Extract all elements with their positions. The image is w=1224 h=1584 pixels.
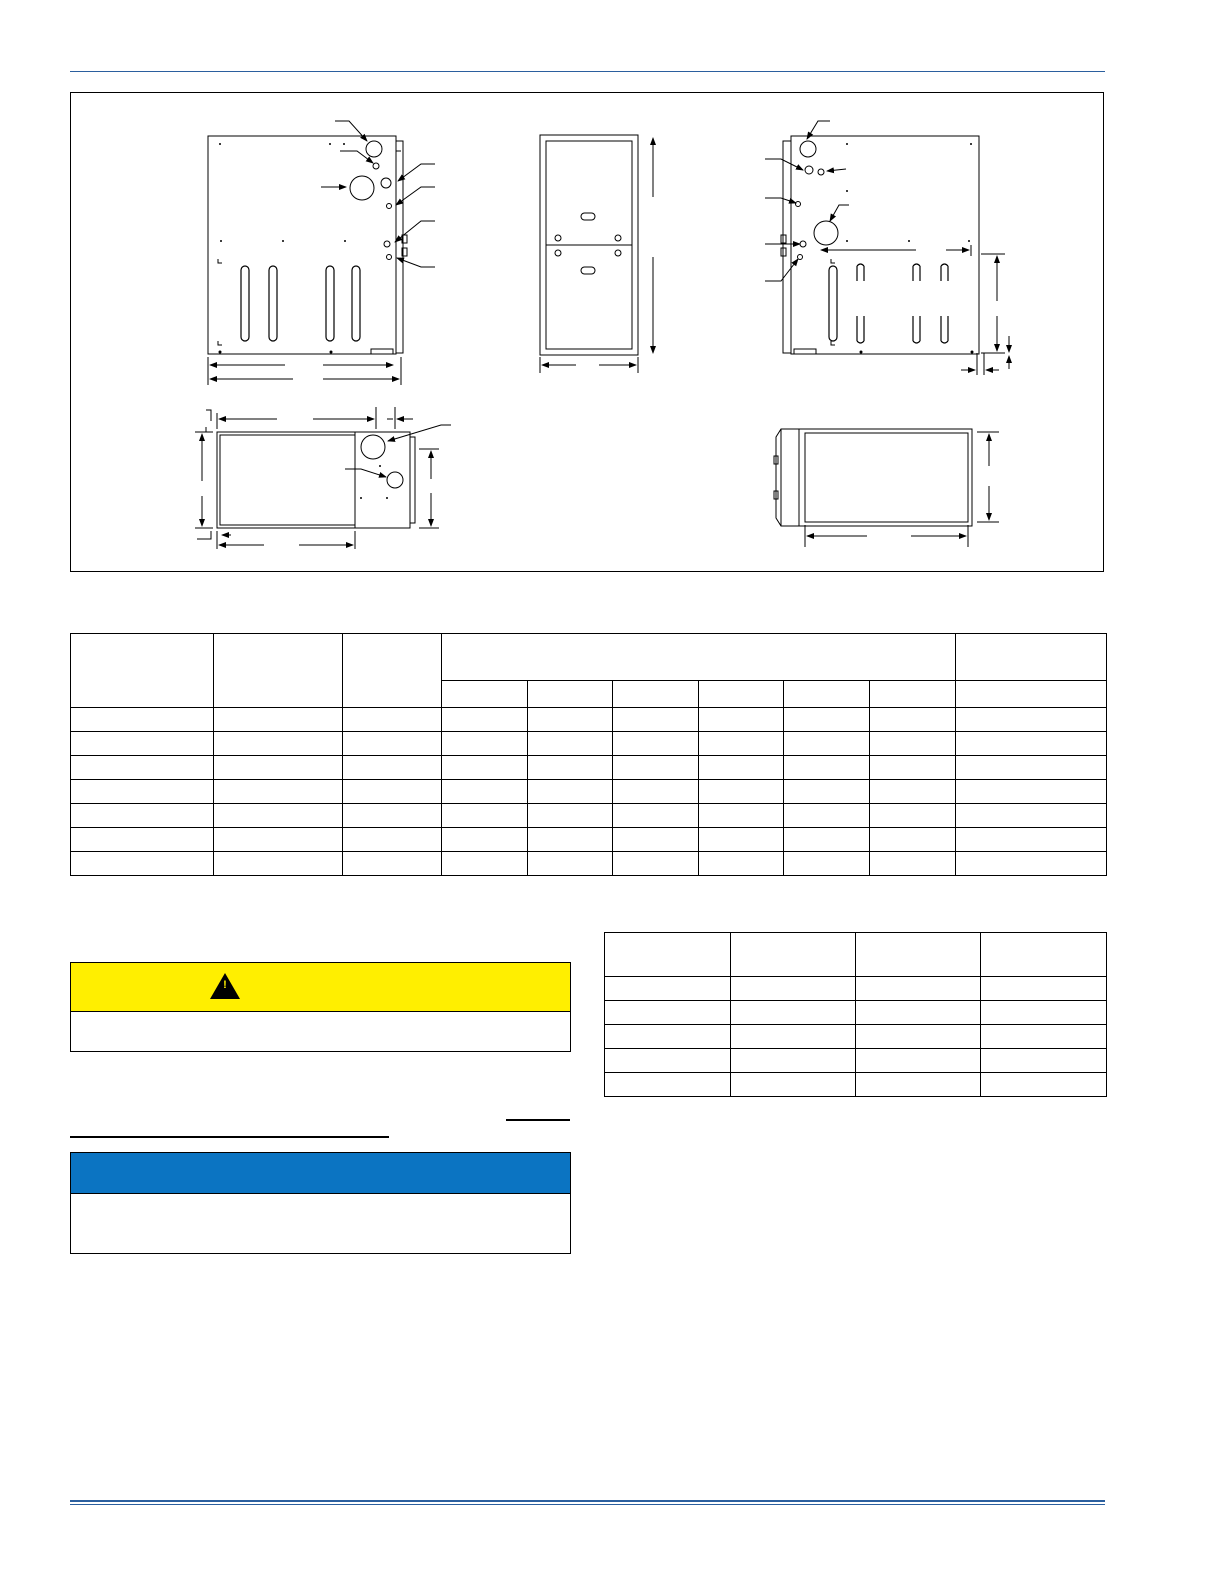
table-row bbox=[605, 1049, 1107, 1073]
subheader-cell bbox=[699, 681, 784, 708]
table-row bbox=[605, 1001, 1107, 1025]
footer-rule-thin bbox=[70, 1504, 1105, 1505]
top-view bbox=[195, 407, 451, 549]
notice-box bbox=[70, 1152, 571, 1254]
header-rule bbox=[70, 71, 1105, 72]
left-callout-leaders bbox=[321, 121, 435, 267]
header-cell bbox=[214, 634, 343, 708]
subheader-cell bbox=[442, 681, 528, 708]
left-side-view bbox=[208, 121, 435, 385]
table-row bbox=[605, 1073, 1107, 1097]
table-row bbox=[71, 756, 1107, 780]
table-row bbox=[71, 804, 1107, 828]
table-row bbox=[71, 708, 1107, 732]
bottom-dims bbox=[805, 432, 999, 547]
secondary-table bbox=[604, 932, 1107, 1097]
subheader-cell bbox=[784, 681, 870, 708]
right-callout-leaders bbox=[765, 121, 849, 281]
table-header-row bbox=[605, 933, 1107, 977]
dimensions-table bbox=[70, 633, 1107, 876]
underline-rule bbox=[506, 1119, 570, 1121]
warning-header bbox=[71, 963, 570, 1012]
left-width-dims bbox=[208, 357, 401, 385]
warning-exclamation: ! bbox=[223, 979, 227, 991]
table-row bbox=[71, 828, 1107, 852]
subheader-cell bbox=[956, 681, 1107, 708]
header-cell bbox=[343, 634, 442, 708]
table-row bbox=[71, 780, 1107, 804]
table-header-row bbox=[71, 634, 1107, 681]
table-row bbox=[71, 852, 1107, 876]
left-vent-slots bbox=[241, 266, 360, 341]
header-cell bbox=[956, 634, 1107, 681]
front-view bbox=[540, 135, 653, 373]
top-callout-leaders bbox=[345, 425, 451, 477]
table-row bbox=[71, 732, 1107, 756]
front-width-dim bbox=[540, 357, 638, 373]
footer-rule bbox=[70, 1500, 1105, 1502]
right-vent-slots bbox=[829, 264, 948, 343]
table-row bbox=[605, 977, 1107, 1001]
table-row bbox=[605, 1025, 1107, 1049]
right-side-view bbox=[765, 121, 1009, 375]
header-group-cell bbox=[442, 634, 956, 681]
warning-box bbox=[70, 962, 571, 1052]
header-cell bbox=[71, 634, 214, 708]
dimension-drawing bbox=[71, 93, 1105, 573]
notice-header bbox=[71, 1153, 570, 1194]
bottom-view bbox=[774, 429, 999, 547]
subheader-cell bbox=[870, 681, 956, 708]
underline-rule bbox=[70, 1136, 389, 1138]
dimension-figure bbox=[70, 92, 1104, 572]
subheader-cell bbox=[528, 681, 613, 708]
subheader-cell bbox=[613, 681, 699, 708]
